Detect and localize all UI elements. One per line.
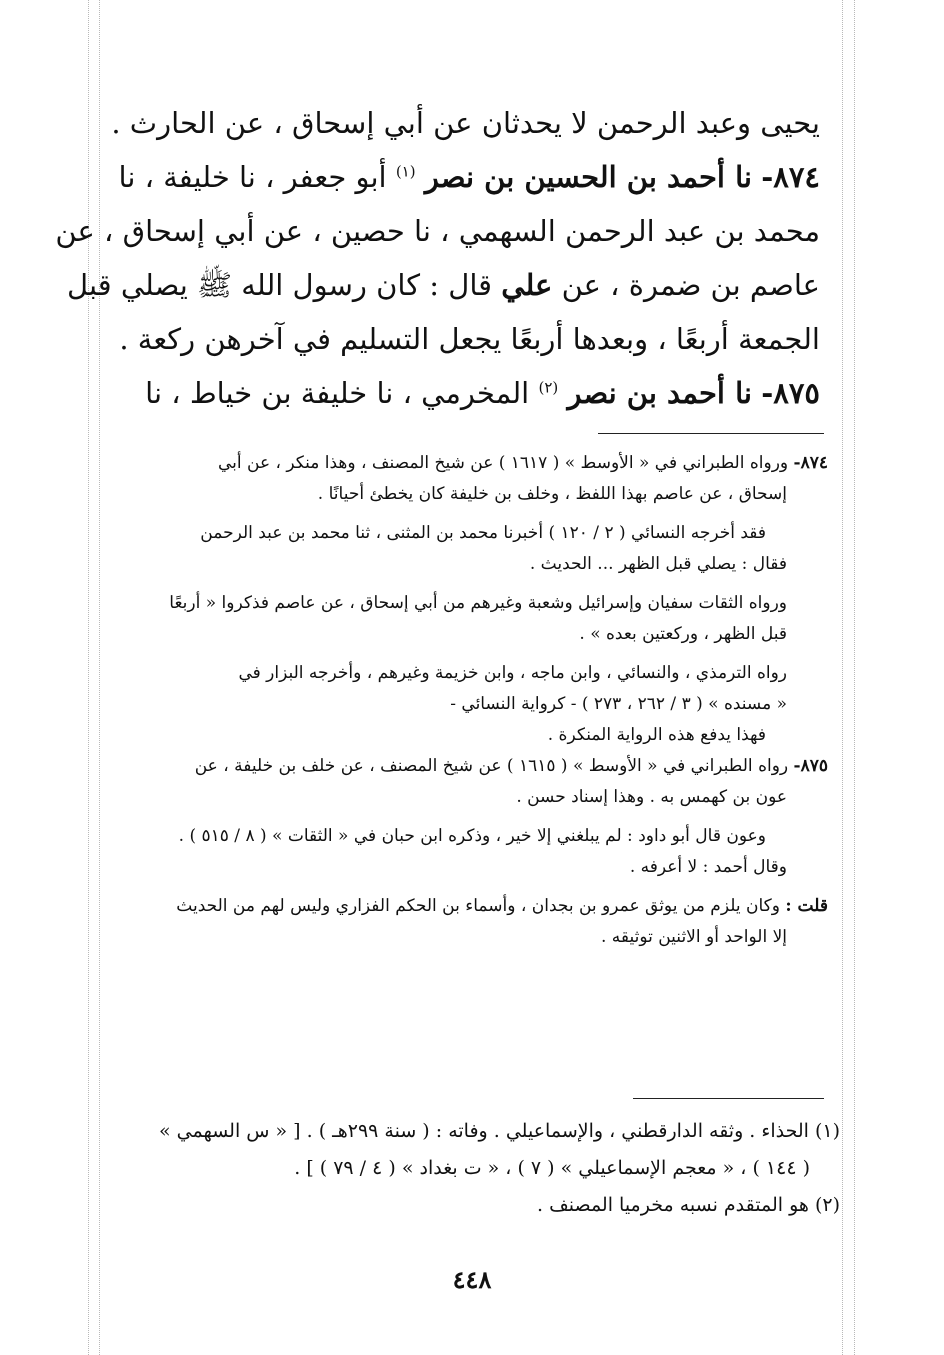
c874-label: ٨٧٤- <box>793 453 828 473</box>
c875-line-4: وقال أحمد : لا أعرفه . <box>629 857 787 877</box>
c874-line-4: فقال : يصلي قبل الظهر ... الحديث . <box>529 554 787 574</box>
page-number: ٤٤٨ <box>452 1265 492 1294</box>
c874-line-1 <box>95 448 828 479</box>
hadith-875-line-1 <box>120 366 820 420</box>
c875-line-2: عون بن كهمس به . وهذا إسناد حسن . <box>516 787 787 807</box>
margin-guide-right-outer <box>854 0 855 1355</box>
main-line-1: يحيى وعبد الرحمن لا يحدثان عن أبي إسحاق ، عن الحارث . <box>111 106 820 140</box>
margin-guide-right-inner <box>842 0 843 1355</box>
c874-line-6: قبل الظهر ، وركعتين بعده » . <box>579 624 787 644</box>
c874-line-3: فقد أخرجه النسائي ( ٢ / ١٢٠ ) أخبرنا محمد بن المثنى ، ثنا محمد بن عبد الرحمن <box>200 523 766 543</box>
footnote-divider <box>633 1098 824 1099</box>
hadith-874-line-3a: عاصم بن ضمرة ، عن <box>561 268 820 302</box>
hadith-874-line-1a: نا أحمد بن الحسين بن نصر <box>424 160 752 194</box>
hadith-875-line-1a: نا أحمد بن نصر <box>567 376 752 410</box>
qult-label: قلت : <box>785 896 828 916</box>
c874-line-9: فهذا يدفع هذه الرواية المنكرة . <box>547 725 766 745</box>
hadith-874-name: علي <box>501 268 553 302</box>
hadith-875-number: ٨٧٥- <box>761 376 820 410</box>
footnote-ref-2[interactable]: (٢) <box>538 378 559 397</box>
hadith-874-number: ٨٧٤- <box>761 160 820 194</box>
hadith-875-line-1b: المخرمي ، نا خليفة بن خياط ، نا <box>145 376 530 410</box>
hadith-874-line-1b: أبو جعفر ، نا خليفة ، نا <box>118 160 387 194</box>
footnote-2: (٢) هو المتقدم نسبه مخرميا المصنف . <box>536 1194 840 1216</box>
commentary <box>95 448 828 953</box>
footnotes <box>140 1113 840 1224</box>
footnote-1-line-2: ( ١٤٤ ) ، « معجم الإسماعيلي » ( ٧ ) ، « ت بغداد » ( ٤ / ٧٩ ) ] . <box>294 1157 810 1179</box>
hadith-874-line-2: محمد بن عبد الرحمن السهمي ، نا حصين ، عن أبي إسحاق ، عن <box>55 214 820 248</box>
hadith-875 <box>120 366 820 420</box>
qult-line-1 <box>95 891 828 922</box>
c875-line-3: وعون قال أبو داود : لم يبلغني إلا خير ، وذكره ابن حبان في « الثقات » ( ٨ / ٥١٥ ) . <box>178 826 766 846</box>
hadith-874 <box>55 150 820 366</box>
c874-line-7: رواه الترمذي ، والنسائي ، وابن ماجه ، وابن خزيمة وغيرهم ، وأخرجه البزار في <box>238 663 787 683</box>
c875-line-1 <box>95 751 828 782</box>
main-text <box>55 96 820 420</box>
hadith-874-line-1 <box>120 150 820 204</box>
c874-text-1: ورواه الطبراني في « الأوسط » ( ١٦١٧ ) عن شيخ المصنف ، وهذا منكر ، عن أبي <box>217 453 789 473</box>
qult-line-2: إلا الواحد أو الاثنين توثيقه . <box>600 927 787 947</box>
footnote-1-line-1: (١) الحذاء . وثقه الدارقطني ، والإسماعيلي . وفاته : ( سنة ٢٩٩هـ ) . [ « س السهمي » <box>158 1120 840 1142</box>
footnote-ref-1[interactable]: (١) <box>395 162 416 181</box>
c875-text-1: رواه الطبراني في « الأوسط » ( ١٦١٥ ) عن شيخ المصنف ، عن خلف بن خليفة ، عن <box>194 756 789 776</box>
hadith-874-line-4: الجمعة أربعًا ، وبعدها أربعًا يجعل التسليم في آخرهن ركعة . <box>119 322 820 356</box>
c874-line-2: إسحاق ، عن عاصم بهذا اللفظ ، وخلف بن خليفة كان يخطئ أحيانًا . <box>317 484 787 504</box>
hadith-874-line-3 <box>67 258 820 312</box>
c875-label: ٨٧٥- <box>793 756 828 776</box>
c874-line-8: « مسنده » ( ٣ / ٢٦٢ ، ٢٧٣ ) - كرواية النسائي - <box>450 694 787 714</box>
commentary-divider <box>598 433 824 434</box>
qult-text-1: وكان يلزم من يوثق عمرو بن بجدان ، وأسماء بن الحكم الفزاري وليس لهم من الحديث <box>176 896 780 916</box>
c874-line-5: ورواه الثقات سفيان وإسرائيل وشعبة وغيرهم من أبي إسحاق ، عن عاصم فذكروا « أربعًا <box>169 593 787 613</box>
hadith-874-line-3b: قال : كان رسول الله ﷺ يصلي قبل <box>67 268 493 302</box>
